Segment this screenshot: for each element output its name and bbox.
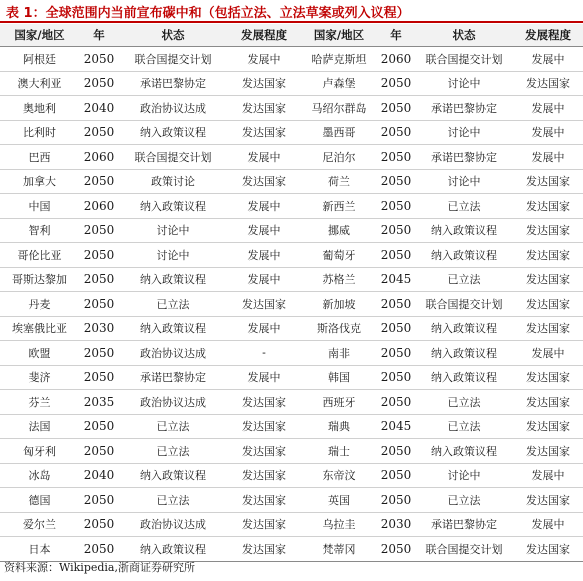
cell-development-right: 发达国家 [513, 243, 583, 268]
cell-status-left: 政治协议达成 [119, 390, 227, 415]
cell-development-left: 发展中 [227, 267, 301, 292]
cell-year-left: 2050 [79, 488, 119, 513]
cell-year-left: 2050 [79, 218, 119, 243]
cell-year-right: 2050 [377, 194, 415, 219]
cell-development-left: 发达国家 [227, 71, 301, 96]
cell-development-right: 发展中 [513, 341, 583, 366]
cell-status-right: 已立法 [415, 390, 513, 415]
cell-year-right: 2050 [377, 537, 415, 562]
cell-year-right: 2060 [377, 47, 415, 72]
cell-development-left: 发展中 [227, 243, 301, 268]
cell-development-left: 发达国家 [227, 512, 301, 537]
cell-status-left: 纳入政策议程 [119, 120, 227, 145]
table-title: 表 1：全球范围内当前宣布碳中和（包括立法、立法草案或列入议程） [6, 6, 410, 21]
cell-status-left: 已立法 [119, 439, 227, 464]
table-row [0, 169, 583, 194]
cell-year-left: 2040 [79, 463, 119, 488]
table-row [0, 512, 583, 537]
cell-status-right: 承诺巴黎协定 [415, 512, 513, 537]
cell-year-left: 2050 [79, 414, 119, 439]
cell-development-left: 发展中 [227, 47, 301, 72]
cell-region-left: 奥地利 [0, 96, 79, 121]
cell-development-left: 发达国家 [227, 414, 301, 439]
cell-status-left: 政治协议达成 [119, 512, 227, 537]
cell-status-left: 纳入政策议程 [119, 316, 227, 341]
cell-development-right: 发达国家 [513, 218, 583, 243]
cell-development-left: 发达国家 [227, 537, 301, 562]
cell-region-left: 法国 [0, 414, 79, 439]
cell-region-right: 挪威 [301, 218, 377, 243]
cell-status-right: 纳入政策议程 [415, 218, 513, 243]
cell-year-right: 2050 [377, 463, 415, 488]
cell-status-left: 纳入政策议程 [119, 537, 227, 562]
cell-development-left: 发达国家 [227, 292, 301, 317]
cell-status-right: 联合国提交计划 [415, 292, 513, 317]
cell-development-left: - [227, 341, 301, 366]
cell-year-right: 2050 [377, 145, 415, 170]
cell-region-right: 苏格兰 [301, 267, 377, 292]
cell-region-left: 中国 [0, 194, 79, 219]
header-status-right: 状态 [415, 24, 513, 47]
table-body [0, 47, 583, 562]
cell-region-left: 芬兰 [0, 390, 79, 415]
cell-year-left: 2050 [79, 71, 119, 96]
header-region-left: 国家/地区 [0, 24, 79, 47]
cell-status-left: 政治协议达成 [119, 341, 227, 366]
cell-development-left: 发达国家 [227, 439, 301, 464]
title-divider [0, 21, 583, 23]
cell-year-left: 2050 [79, 512, 119, 537]
cell-development-right: 发达国家 [513, 267, 583, 292]
cell-region-left: 日本 [0, 537, 79, 562]
header-row [0, 24, 583, 47]
cell-status-right: 已立法 [415, 488, 513, 513]
cell-development-left: 发达国家 [227, 120, 301, 145]
cell-development-right: 发展中 [513, 463, 583, 488]
source-note: 资料来源：Wikipedia,浙商证券研究所 [4, 561, 195, 574]
cell-region-left: 澳大利亚 [0, 71, 79, 96]
cell-year-right: 2050 [377, 292, 415, 317]
cell-development-right: 发达国家 [513, 292, 583, 317]
cell-year-right: 2050 [377, 218, 415, 243]
cell-year-left: 2050 [79, 292, 119, 317]
table-row [0, 47, 583, 72]
cell-status-left: 承诺巴黎协定 [119, 365, 227, 390]
cell-status-right: 讨论中 [415, 120, 513, 145]
cell-year-left: 2050 [79, 267, 119, 292]
cell-region-right: 西班牙 [301, 390, 377, 415]
cell-development-right: 发达国家 [513, 537, 583, 562]
cell-year-left: 2050 [79, 243, 119, 268]
cell-status-left: 已立法 [119, 292, 227, 317]
cell-development-right: 发展中 [513, 512, 583, 537]
cell-development-left: 发达国家 [227, 169, 301, 194]
table-row [0, 71, 583, 96]
cell-status-right: 讨论中 [415, 463, 513, 488]
cell-status-right: 联合国提交计划 [415, 47, 513, 72]
cell-region-left: 埃塞俄比亚 [0, 316, 79, 341]
cell-year-right: 2045 [377, 267, 415, 292]
cell-status-right: 纳入政策议程 [415, 341, 513, 366]
cell-year-left: 2050 [79, 341, 119, 366]
header-status-left: 状态 [119, 24, 227, 47]
cell-status-left: 纳入政策议程 [119, 194, 227, 219]
cell-development-right: 发达国家 [513, 71, 583, 96]
cell-region-right: 南非 [301, 341, 377, 366]
cell-status-right: 纳入政策议程 [415, 316, 513, 341]
cell-development-left: 发达国家 [227, 96, 301, 121]
cell-status-right: 承诺巴黎协定 [415, 96, 513, 121]
cell-year-right: 2050 [377, 488, 415, 513]
table-row [0, 463, 583, 488]
cell-year-left: 2050 [79, 537, 119, 562]
cell-development-right: 发达国家 [513, 169, 583, 194]
cell-year-right: 2050 [377, 169, 415, 194]
cell-region-right: 马绍尔群岛 [301, 96, 377, 121]
cell-status-right: 已立法 [415, 414, 513, 439]
cell-year-left: 2060 [79, 145, 119, 170]
cell-year-left: 2050 [79, 47, 119, 72]
table-row [0, 96, 583, 121]
cell-status-left: 已立法 [119, 488, 227, 513]
cell-status-left: 已立法 [119, 414, 227, 439]
cell-year-left: 2050 [79, 365, 119, 390]
cell-region-right: 新西兰 [301, 194, 377, 219]
table-row [0, 120, 583, 145]
table-row [0, 243, 583, 268]
cell-region-left: 斐济 [0, 365, 79, 390]
header-development-right: 发展程度 [513, 24, 583, 47]
cell-status-right: 讨论中 [415, 169, 513, 194]
cell-development-right: 发展中 [513, 145, 583, 170]
cell-status-right: 承诺巴黎协定 [415, 145, 513, 170]
cell-region-right: 墨西哥 [301, 120, 377, 145]
table-row [0, 316, 583, 341]
cell-development-right: 发展中 [513, 96, 583, 121]
cell-region-right: 英国 [301, 488, 377, 513]
cell-region-right: 瑞典 [301, 414, 377, 439]
cell-status-left: 联合国提交计划 [119, 145, 227, 170]
cell-development-left: 发达国家 [227, 463, 301, 488]
table-row [0, 414, 583, 439]
cell-year-left: 2060 [79, 194, 119, 219]
cell-region-right: 葡萄牙 [301, 243, 377, 268]
cell-development-left: 发展中 [227, 218, 301, 243]
cell-development-right: 发达国家 [513, 439, 583, 464]
cell-development-right: 发达国家 [513, 316, 583, 341]
carbon-neutral-table [0, 24, 583, 562]
cell-region-right: 梵蒂冈 [301, 537, 377, 562]
cell-year-right: 2050 [377, 390, 415, 415]
cell-year-right: 2050 [377, 243, 415, 268]
table-row [0, 218, 583, 243]
cell-status-right: 已立法 [415, 194, 513, 219]
cell-status-left: 讨论中 [119, 218, 227, 243]
header-year-left: 年 [79, 24, 119, 47]
cell-status-right: 讨论中 [415, 71, 513, 96]
table-header [0, 24, 583, 47]
cell-region-left: 丹麦 [0, 292, 79, 317]
cell-region-left: 哥斯达黎加 [0, 267, 79, 292]
cell-year-left: 2050 [79, 169, 119, 194]
cell-development-left: 发展中 [227, 145, 301, 170]
cell-year-left: 2040 [79, 96, 119, 121]
cell-region-right: 荷兰 [301, 169, 377, 194]
cell-region-left: 比利时 [0, 120, 79, 145]
cell-year-left: 2030 [79, 316, 119, 341]
cell-region-left: 巴西 [0, 145, 79, 170]
table-row [0, 488, 583, 513]
cell-year-right: 2030 [377, 512, 415, 537]
cell-status-left: 承诺巴黎协定 [119, 71, 227, 96]
cell-status-right: 联合国提交计划 [415, 537, 513, 562]
cell-year-right: 2050 [377, 71, 415, 96]
table-row [0, 194, 583, 219]
cell-status-left: 政策讨论 [119, 169, 227, 194]
table-row [0, 145, 583, 170]
table-row [0, 537, 583, 562]
cell-status-left: 纳入政策议程 [119, 463, 227, 488]
table-row [0, 267, 583, 292]
cell-status-right: 纳入政策议程 [415, 439, 513, 464]
cell-status-right: 纳入政策议程 [415, 365, 513, 390]
cell-development-right: 发达国家 [513, 414, 583, 439]
cell-region-right: 瑞士 [301, 439, 377, 464]
cell-region-left: 智利 [0, 218, 79, 243]
cell-year-right: 2050 [377, 316, 415, 341]
cell-region-left: 德国 [0, 488, 79, 513]
header-year-right: 年 [377, 24, 415, 47]
cell-status-right: 纳入政策议程 [415, 243, 513, 268]
table-row [0, 341, 583, 366]
cell-status-left: 联合国提交计划 [119, 47, 227, 72]
cell-region-left: 哥伦比亚 [0, 243, 79, 268]
cell-development-right: 发达国家 [513, 390, 583, 415]
cell-year-right: 2050 [377, 365, 415, 390]
cell-region-right: 尼泊尔 [301, 145, 377, 170]
cell-development-right: 发展中 [513, 47, 583, 72]
cell-development-right: 发达国家 [513, 194, 583, 219]
cell-year-right: 2045 [377, 414, 415, 439]
cell-development-left: 发达国家 [227, 390, 301, 415]
cell-development-right: 发展中 [513, 120, 583, 145]
cell-region-right: 斯洛伐克 [301, 316, 377, 341]
cell-region-left: 阿根廷 [0, 47, 79, 72]
cell-development-right: 发达国家 [513, 488, 583, 513]
cell-development-left: 发展中 [227, 316, 301, 341]
cell-year-right: 2050 [377, 96, 415, 121]
cell-region-right: 新加坡 [301, 292, 377, 317]
cell-status-left: 纳入政策议程 [119, 267, 227, 292]
header-region-right: 国家/地区 [301, 24, 377, 47]
cell-development-left: 发展中 [227, 194, 301, 219]
cell-region-left: 爱尔兰 [0, 512, 79, 537]
cell-region-right: 哈萨克斯坦 [301, 47, 377, 72]
cell-year-right: 2050 [377, 341, 415, 366]
table-row [0, 365, 583, 390]
cell-region-left: 加拿大 [0, 169, 79, 194]
cell-year-left: 2050 [79, 120, 119, 145]
cell-status-right: 已立法 [415, 267, 513, 292]
cell-region-left: 欧盟 [0, 341, 79, 366]
cell-region-right: 东帝汶 [301, 463, 377, 488]
cell-year-right: 2050 [377, 439, 415, 464]
cell-region-left: 匈牙利 [0, 439, 79, 464]
table-row [0, 439, 583, 464]
cell-development-right: 发达国家 [513, 365, 583, 390]
cell-region-right: 卢森堡 [301, 71, 377, 96]
cell-year-left: 2050 [79, 439, 119, 464]
table-row [0, 292, 583, 317]
cell-region-left: 冰岛 [0, 463, 79, 488]
header-development-left: 发展程度 [227, 24, 301, 47]
cell-development-left: 发达国家 [227, 488, 301, 513]
table-row [0, 390, 583, 415]
cell-region-right: 乌拉圭 [301, 512, 377, 537]
cell-status-left: 政治协议达成 [119, 96, 227, 121]
cell-region-right: 韩国 [301, 365, 377, 390]
cell-year-left: 2035 [79, 390, 119, 415]
cell-development-left: 发展中 [227, 365, 301, 390]
cell-year-right: 2050 [377, 120, 415, 145]
cell-status-left: 讨论中 [119, 243, 227, 268]
